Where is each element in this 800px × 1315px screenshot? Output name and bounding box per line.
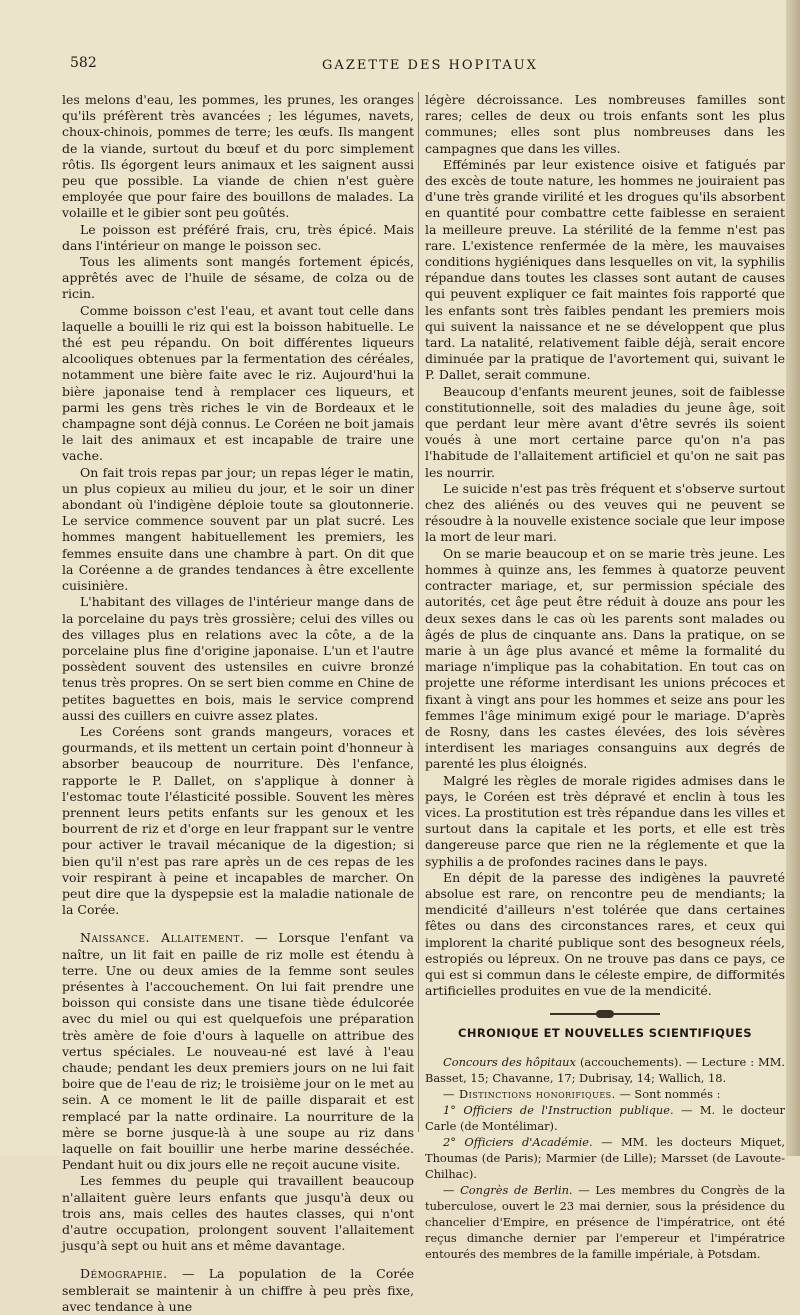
section-demographie xyxy=(62,1266,414,1315)
paragraph: On se marie beaucoup et on se marie très jeune. Les hommes à quinze ans, les femmes à quatorze peuvent contracter mariage, et, sur permission spéciale des autorités, cet âge peut être réduit à douze ans pour les deux sexes dans le cas où les parents sont malades ou âgés de plus de cinquante ans. Dans la pratique, on se marie à un âge plus avancé et même la formalité du mariage n'implique pas la cohabitation. En tout cas on projette une réforme interdisant les unions précoces et fixant à vingt ans pour les hommes et seize ans pour les femmes l'âge minimum exigé pour le mariage. D'après de Rosny, dans les castes élevées, des lois sévères interdisent les mariages consanguins aux degrés de parenté les plus éloignés. xyxy=(425,545,785,772)
paragraph: les melons d'eau, les pommes, les prunes, les oranges qu'ils préfèrent très avancées ; les légumes, navets, choux-chinois, pommes de terre; les œufs. Ils mangent de la viande, surtout du bœuf et du porc simplement rôtis. Ils égorgent leurs animaux et les saignent aussi peu que possible. La viande de chien n'est guère employée que pour faire des bouillons de malades. La volaille et le gibier sont peu goûtés. xyxy=(62,92,414,221)
item-text: — Sont nommés : xyxy=(615,1086,721,1101)
item-text: — Les membres du Congrès de la tuberculose, ouvert le 23 mai dernier, sous la présidence du chancelier d'Empire, en présence de l'impératrice, ont été reçus dimanche dernier par l'empereur et l'impératrice entourés des membres de la famille impériale, à Potsdam. xyxy=(425,1182,785,1261)
item-title: Concours des hôpitaux xyxy=(443,1054,576,1069)
item-title: 1° Officiers de l'Instruction publique. xyxy=(443,1102,674,1117)
section-title: Naissance. Allaitement. xyxy=(80,930,245,946)
page-number: 582 xyxy=(70,55,97,71)
chronique-item xyxy=(425,1102,785,1134)
paragraph: Les femmes du peuple qui travaillent beaucoup n'allaitent guère leurs enfants que jusqu'à deux ou trois ans, mais celles des hautes classes, qui n'ont d'autre occupation, prolongent souvent l'allaitement jusqu'à sept ou huit ans et même davantage. xyxy=(62,1173,414,1254)
item-text: (accouchements). — Lecture : MM. Basset, 15; Chavanne, 17; Dubrisay, 14; Wallich, 18. xyxy=(425,1054,786,1085)
item-title: — Congrès de Berlin. xyxy=(443,1182,573,1197)
paragraph: Comme boisson c'est l'eau, et avant tout celle dans laquelle a bouilli le riz qui est la boisson habituelle. Le thé est peu répandu. On boit différentes liqueurs alcooliques obtenues par la fermentation des céréales, notamment une bière faite avec le riz. Aujourd'hui la bière japonaise tend à remplacer ces liqueurs, et parmi les gens très riches le vin de Bordeaux et le champagne sont déjà connus. Le Coréen ne boit jamais le lait des animaux et est incapable de traire une vache. xyxy=(62,302,414,464)
section-text: — Lorsque l'enfant va naître, un lit fait en paille de riz molle est étendu à terre. Une ou deux amies de la femme sont seules présentes à l'accouchement. On lui fait prendre une boisson qui consiste dans une tisane tiède édulcorée avec du miel ou qui est quelquefois une préparation très amère de foie d'ours à laquelle on attribue des vertus spéciales. Le nouveau-né est lavé à l'eau chaude; pendant les deux premiers jours on ne lui fait boire que de l'eau de riz; le troisième jour on le met au sein. A ce moment le lit de paille disparait et est remplacé par la natte ordinaire. La nourriture de la mère se borne jusque-là à une soupe au riz dans laquelle on fait bouillir une herbe marine desséchée. Pendant huit ou dix jours elle ne reçoit aucune visite. xyxy=(62,930,415,1173)
page-spine-shadow xyxy=(786,0,800,1156)
paragraph: légère décroissance. Les nombreuses familles sont rares; celles de deux ou trois enfants sont les plus communes; elles sont plus nombreuses dans les campagnes que dans les villes. xyxy=(425,92,785,156)
chronique-item xyxy=(425,1134,785,1182)
section-title: Démographie. xyxy=(80,1266,168,1282)
paragraph: En dépit de la paresse des indigènes la pauvreté absolue est rare, on rencontre peu de mendiants; la mendicité d'ailleurs n'est tolérée que dans certaines fêtes ou dans des circonstances rares, et ceux qui implorent la charité publique sont des besogneux réels, estropiés ou lépreux. On ne trouve pas dans ce pays, ce qui est si commun dans le céleste empire, de difformités artificielles produites en vue de la mendicité. xyxy=(425,869,785,999)
section-text: — La population de la Corée semblerait se maintenir à un chiffre à peu près fixe, avec tendance à une xyxy=(62,1266,414,1314)
paragraph: L'habitant des villages de l'intérieur mange dans de la porcelaine du pays très grossière; celui des villes ou des villages plus en relations avec la côte, a de la porcelaine plus fine d'origine japonaise. L'un et l'autre possèdent souvent des ustensiles en cuivre bronzé tenus très propres. On se sert bien comme en Chine de petites baguettes en bois, mais le service comprend aussi des cuillers en cuivre assez plates. xyxy=(62,594,414,723)
left-column xyxy=(62,92,414,1315)
column-divider xyxy=(418,92,419,1132)
paragraph: Les Coréens sont grands mangeurs, voraces et gourmands, et ils mettent un certain point d'honneur à absorber beaucoup de nourriture. Dès l'enfance, rapporte le P. Dallet, on s'applique à donner à l'estomac toute l'élasticité possible. Souvent les mères prennent leurs petits enfants sur les genoux et les bourrent de riz et d'orge en leur frappant sur le ventre pour activer le travail mécanique de la digestion; si bien qu'il n'est pas rare après un de ces repas de les voir respirant à peine et incapables de marcher. On peut dire que la dyspepsie est la maladie nationale de la Corée. xyxy=(62,723,414,918)
paragraph: Efféminés par leur existence oisive et fatigués par des excès de toute nature, les hommes ne jouiraient pas d'une très grande virilité et les drogues qu'ils absorbent en quantité pour combattre cette faiblesse en seraient la meilleure preuve. La stérilité de la femme n'est pas rare. L'existence renfermée de la mère, les mauvaises conditions hygiéniques dans lesquelles on vit, la syphilis répandue dans toutes les classes sont autant de causes qui peuvent expliquer ce fait maintes fois rapporté que les enfants sont très faibles pendant les premiers mois qui suivent la naissance et ne se développent que plus tard. La natalité, relativement faible déjà, serait encore diminuée par la pratique de l'avortement qui, suivant le P. Dallet, serait commune. xyxy=(425,156,785,383)
item-text: — M. le docteur Carle (de Montélimar). xyxy=(425,1102,785,1133)
paragraph: Le poisson est préféré frais, cru, très épicé. Mais dans l'intérieur on mange le poisson sec. xyxy=(62,221,414,253)
running-title: GAZETTE DES HOPITAUX xyxy=(322,58,538,73)
paragraph: Le suicide n'est pas très fréquent et s'observe surtout chez des aliénés ou des veuves qui ne peuvent se résoudre à la nouvelle existence sociale que leur impose la mort de leur mari. xyxy=(425,480,785,545)
paragraph: Tous les aliments sont mangés fortement épicés, apprêtés avec de l'huile de sésame, de colza ou de ricin. xyxy=(62,254,414,302)
chronique-item xyxy=(425,1182,785,1262)
ornamental-divider xyxy=(550,1013,660,1015)
chronique-heading: CHRONIQUE ET NOUVELLES SCIENTIFIQUES xyxy=(458,1026,752,1041)
item-title: — Distinctions honorifiques. xyxy=(443,1086,616,1101)
paragraph: Malgré les règles de morale rigides admises dans le pays, le Coréen est très dépravé et enclin à tous les vices. La prostitution est très répandue dans les villes et surtout dans la capitale et les ports, et elle est très dangereuse parce que rien ne la réglemente et que la syphilis a de profondes racines dans le pays. xyxy=(425,772,785,869)
chronique-item xyxy=(425,1086,785,1102)
chronique-item xyxy=(425,1054,785,1086)
item-title: 2° Officiers d'Académie. xyxy=(443,1134,593,1149)
item-text: — MM. les docteurs Miquet, Thoumas (de Paris); Marmier (de Lille); Marsset (de Lavoute-Chilhac). xyxy=(425,1134,785,1181)
section-naissance xyxy=(62,930,414,1173)
paragraph: On fait trois repas par jour; un repas léger le matin, un plus copieux au milieu du jour, et le soir un diner abondant où l'indigène déploie toute sa gloutonnerie. Le service commence souvent par un plat sucré. Les hommes mangent habituellement les premiers, les femmes ensuite dans une chambre à part. On dit que la Coréenne a de grandes tendances à être excellente cuisinière. xyxy=(62,464,414,594)
right-column xyxy=(425,92,785,1262)
paragraph: Beaucoup d'enfants meurent jeunes, soit de faiblesse constitutionnelle, soit des maladies du jeune âge, soit que perdant leur mère avant d'être sevrés ils soient voués à une mort certaine parce qu'on n'a pas l'habitude de l'allaitement artificiel et qu'on ne sait pas les nourrir. xyxy=(425,383,785,480)
